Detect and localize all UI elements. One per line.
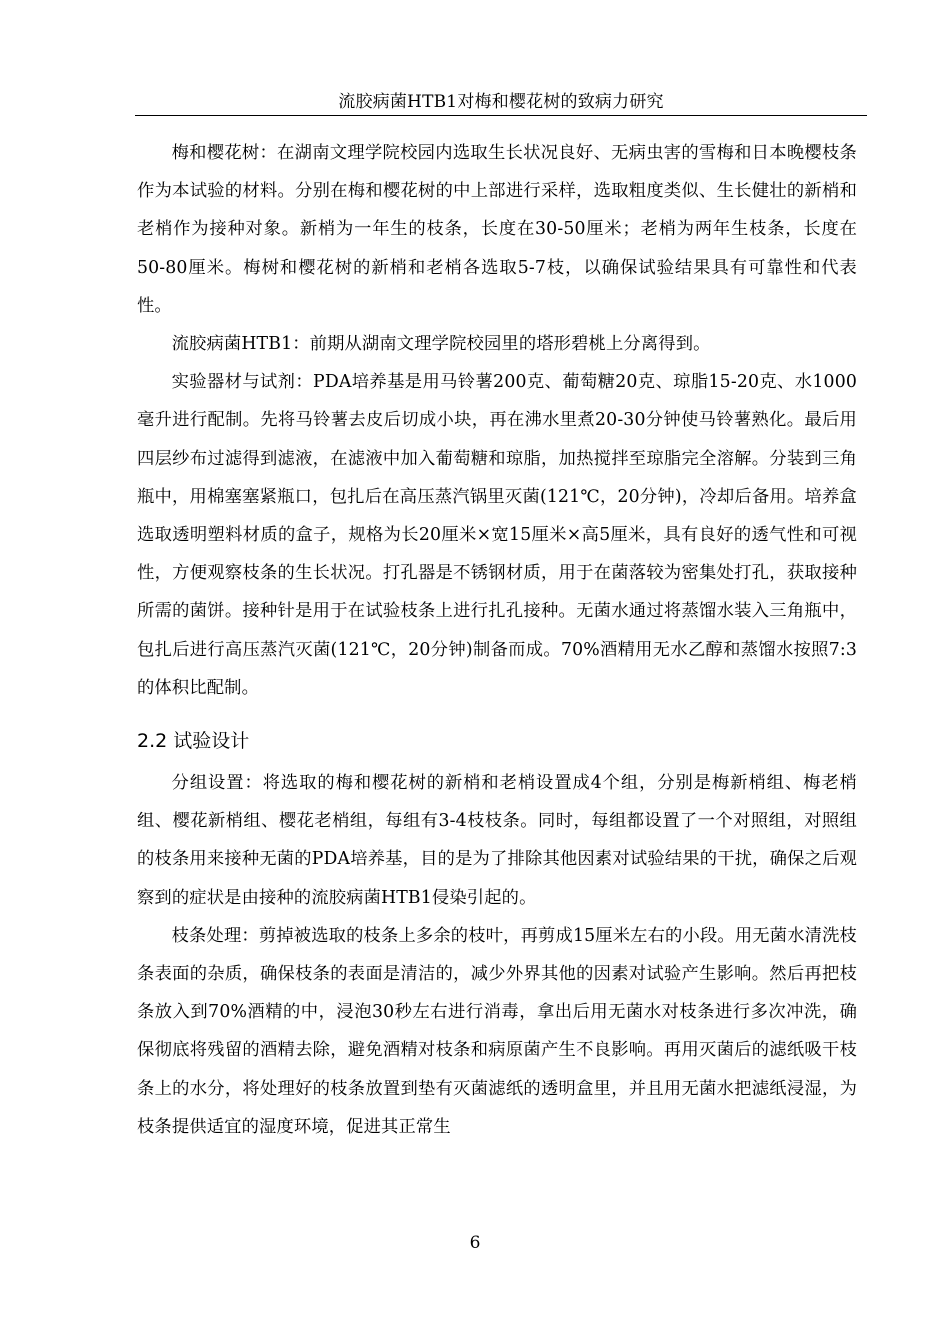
header-divider bbox=[135, 115, 867, 116]
section-heading-experiment-design: 2.2 试验设计 bbox=[137, 730, 250, 753]
page-body bbox=[137, 134, 857, 1146]
running-header: 流胶病菌HTB1对梅和樱花树的致病力研究 bbox=[338, 92, 664, 112]
paragraph-group-setup: 分组设置：将选取的梅和樱花树的新梢和老梢设置成4个组，分别是梅新梢组、梅老梢组、樱花新梢组、樱花老梢组，每组有3-4枝枝条。同时，每组都设置了一个对照组，对照组的枝条用来接种无菌的PDA培养基，目的是为了排除其他因素对试验结果的干扰，确保之后观察到的症状是由接种的流胶病菌HTB1侵染引起的。 bbox=[137, 773, 857, 908]
paragraph-plum-cherry-material: 梅和樱花树：在湖南文理学院校园内选取生长状况良好、无病虫害的雪梅和日本晚樱枝条作为本试验的材料。分别在梅和樱花树的中上部进行采样，选取粗度类似、生长健壮的新梢和老梢作为接种对象。新梢为一年生的枝条，长度在30-50厘米；老梢为两年生枝条，长度在50-80厘米。梅树和樱花树的新梢和老梢各选取5-7枝，以确保试验结果具有可靠性和代表性。 bbox=[137, 143, 857, 316]
paragraph-pathogen-source: 流胶病菌HTB1：前期从湖南文理学院校园里的塔形碧桃上分离得到。 bbox=[171, 334, 711, 355]
paragraph-branch-treatment: 枝条处理：剪掉被选取的枝条上多余的枝叶，再剪成15厘米左右的小段。用无菌水清洗枝条表面的杂质，确保枝条的表面是清洁的，减少外界其他的因素对试验产生影响。然后再把枝条放入到70%酒精的中，浸泡30秒左右进行消毒，拿出后用无菌水对枝条进行多次冲洗，确保彻底将残留的酒精去除，避免酒精对枝条和病原菌产生不良影响。再用灭菌后的滤纸吸干枝条上的水分，将处理好的枝条放置到垫有灭菌滤纸的透明盒里，并且用无菌水把滤纸浸湿，为枝条提供适宜的湿度环境，促进其正常生 bbox=[137, 925, 857, 1137]
page-number: 6 bbox=[469, 1233, 481, 1253]
paragraph-equipment-reagents: 实验器材与试剂：PDA培养基是用马铃薯200克、葡萄糖20克、琼脂15-20克、水1000毫升进行配制。先将马铃薯去皮后切成小块，再在沸水里煮20-30分钟使马铃薯熟化。最后用四层纱布过滤得到滤液，在滤液中加入葡萄糖和琼脂，加热搅拌至琼脂完全溶解。分装到三角瓶中，用棉塞塞紧瓶口，包扎后在高压蒸汽锅里灭菌(121℃，20分钟)，冷却后备用。培养盒选取透明塑料材质的盒子，规格为长20厘米×宽15厘米×高5厘米，具有良好的透气性和可视性，方便观察枝条的生长状况。打孔器是不锈钢材质，用于在菌落较为密集处打孔，获取接种所需的菌饼。接种针是用于在试验枝条上进行扎孔接种。无菌水通过将蒸馏水装入三角瓶中，包扎后进行高压蒸汽灭菌(121℃，20分钟)制备而成。70%酒精用无水乙醇和蒸馏水按照7:3的体积比配制。 bbox=[137, 372, 857, 698]
